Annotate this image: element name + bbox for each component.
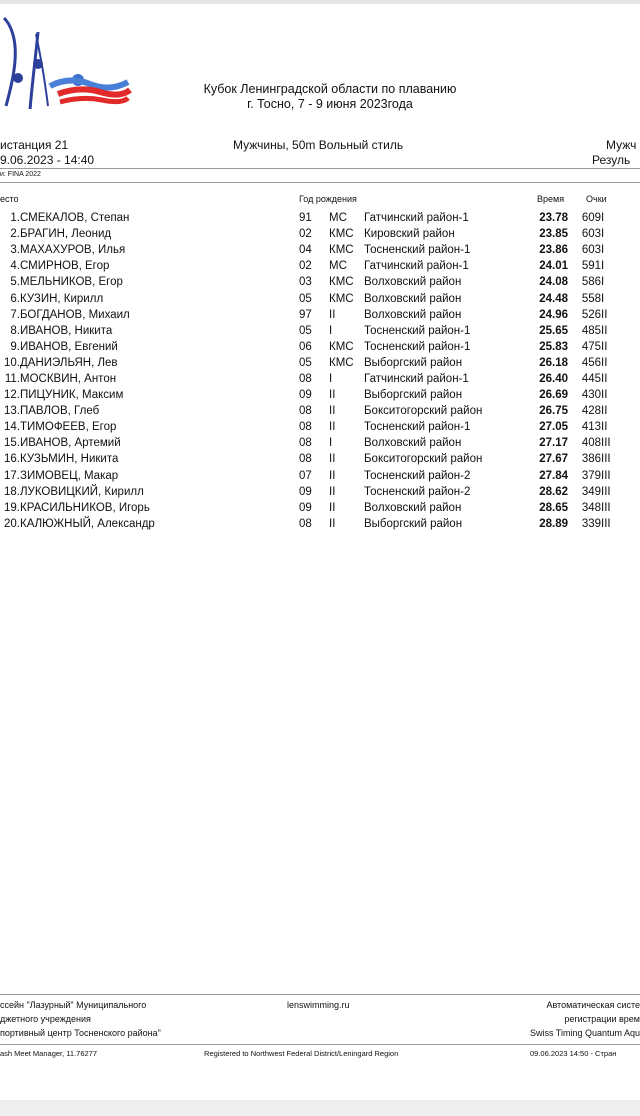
table-row	[0, 307, 640, 323]
venue-line-1: ссейн "Лазурный" Муниципального	[0, 1000, 147, 1010]
result-time: 27.84	[539, 469, 568, 482]
qualification-class: II	[601, 324, 608, 337]
result-time: 28.62	[539, 485, 568, 498]
athlete-name: ТИМОФЕЕВ, Егор	[20, 421, 117, 434]
qualification-class: I	[601, 276, 605, 289]
athlete-name: ЗИМОВЕЦ, Макар	[20, 469, 119, 482]
sport-rank: II	[329, 308, 336, 321]
club-name: Волховский район	[364, 501, 462, 514]
timing-line-3: Swiss Timing Quantum Aqu	[529, 1028, 640, 1038]
result-place: 16.	[4, 453, 20, 466]
birth-year: 08	[299, 453, 312, 466]
birth-year: 91	[299, 212, 312, 225]
qualification-class: II	[601, 421, 608, 434]
qualification-class: III	[601, 437, 611, 450]
birth-year: 05	[299, 356, 312, 369]
sport-rank: I	[329, 324, 333, 337]
result-place: 10.	[4, 356, 20, 369]
athlete-name: МОСКВИН, Антон	[20, 372, 117, 385]
result-place: 2.	[10, 228, 20, 241]
result-place: 9.	[10, 340, 20, 353]
birth-year: 08	[299, 421, 312, 434]
qualification-class: II	[601, 308, 608, 321]
result-place: 8.	[10, 324, 20, 337]
table-row	[0, 451, 640, 467]
result-time: 24.96	[539, 308, 568, 321]
club-name: Гатчинский район-1	[364, 372, 469, 385]
sport-rank: МС	[329, 260, 347, 273]
athlete-name: МЕЛЬНИКОВ, Егор	[20, 276, 123, 289]
result-place: 13.	[4, 405, 20, 418]
result-time: 23.86	[539, 244, 568, 257]
software-version: ash Meet Manager, 11.76277	[0, 1049, 98, 1058]
fina-points: 475	[581, 340, 601, 353]
result-place: 15.	[4, 437, 20, 450]
sport-rank: МС	[329, 212, 347, 225]
event-datetime: 9.06.2023 - 14:40	[0, 153, 95, 167]
result-time: 28.89	[539, 517, 568, 530]
page-edge-bottom	[0, 1100, 640, 1116]
qualification-class: III	[601, 517, 611, 530]
qualification-class: I	[601, 260, 605, 273]
result-place: 5.	[10, 276, 20, 289]
birth-year: 02	[299, 260, 312, 273]
sport-rank: II	[329, 485, 336, 498]
result-time: 24.48	[539, 292, 568, 305]
birth-year: 08	[299, 372, 312, 385]
fina-points: 339	[581, 517, 601, 530]
fina-points: 445	[581, 372, 601, 385]
venue-line-3: портивный центр Тосненского района"	[0, 1028, 161, 1038]
qualification-class: III	[601, 469, 611, 482]
sport-rank: II	[329, 517, 336, 530]
club-name: Бокситогорский район	[364, 405, 483, 418]
result-place: 3.	[10, 244, 20, 257]
registration-note: Registered to Northwest Federal District/Leningard Region	[204, 1049, 399, 1058]
qualification-class: I	[601, 244, 605, 257]
results-label: Резуль	[592, 153, 631, 167]
athlete-name: КАЛЮЖНЫЙ, Александр	[20, 517, 155, 530]
fina-points: 526	[581, 308, 601, 321]
birth-year: 07	[299, 469, 312, 482]
sport-rank: КМС	[329, 292, 354, 305]
sport-rank: КМС	[329, 276, 354, 289]
title-line-1: Кубок Ленинградской области по плаванию	[203, 82, 457, 96]
birth-year: 08	[299, 517, 312, 530]
col-place: есто	[0, 194, 19, 204]
sport-rank: II	[329, 405, 336, 418]
birth-year: 06	[299, 340, 312, 353]
event-name: Мужчины, 50m Вольный стиль	[233, 138, 404, 152]
fina-points: 379	[581, 469, 601, 482]
col-points: Очки	[586, 194, 607, 204]
birth-year: 09	[299, 501, 312, 514]
result-time: 28.65	[539, 501, 568, 514]
birth-year: 09	[299, 485, 312, 498]
footer-separator	[0, 994, 640, 995]
athlete-name: ЛУКОВИЦКИЙ, Кирилл	[20, 485, 144, 498]
footer-bottom-separator	[0, 1044, 640, 1045]
birth-year: 04	[299, 244, 312, 257]
footer-website[interactable]: lenswimming.ru	[287, 1000, 350, 1010]
qualification-class: II	[601, 389, 608, 402]
venue-line-2: джетного учреждения	[0, 1014, 91, 1024]
col-time: Время	[537, 194, 565, 204]
fina-points: 413	[581, 421, 601, 434]
title-line-2: г. Тосно, 7 - 9 июня 2023года	[247, 97, 413, 111]
competition-title	[190, 82, 470, 112]
qualification-class: II	[601, 372, 608, 385]
fina-points: 603	[581, 244, 601, 257]
result-place: 6.	[10, 292, 20, 305]
sport-rank: КМС	[329, 228, 354, 241]
footer-timing	[526, 998, 640, 1040]
qualification-class: II	[601, 356, 608, 369]
result-time: 25.83	[539, 340, 568, 353]
club-name: Выборгский район	[364, 517, 463, 530]
result-time: 26.69	[539, 389, 568, 402]
footer-venue	[0, 998, 161, 1040]
table-row	[0, 339, 640, 355]
points-note: и: FINA 2022	[0, 171, 41, 178]
club-name: Гатчинский район-1	[364, 212, 469, 225]
fina-points: 558	[581, 292, 601, 305]
fina-points: 386	[581, 453, 601, 466]
birth-year: 08	[299, 405, 312, 418]
col-year: Год рождения	[299, 194, 357, 204]
athlete-name: ДАНИЭЛЬЯН, Лев	[20, 356, 118, 369]
sport-rank: II	[329, 501, 336, 514]
club-name: Тосненский район-1	[364, 340, 471, 353]
fina-points: 603	[581, 228, 601, 241]
table-row	[0, 274, 640, 290]
qualification-class: I	[601, 212, 605, 225]
sport-rank: II	[329, 453, 336, 466]
athlete-name: ИВАНОВ, Евгений	[20, 340, 118, 353]
birth-year: 02	[299, 228, 312, 241]
fina-points: 456	[581, 356, 601, 369]
table-row	[0, 484, 640, 500]
result-time: 23.85	[539, 228, 568, 241]
fina-points: 485	[581, 324, 601, 337]
result-place: 14.	[4, 421, 20, 434]
club-name: Тосненский район-1	[364, 421, 471, 434]
qualification-class: III	[601, 485, 611, 498]
club-name: Тосненский район-2	[364, 469, 471, 482]
table-row	[0, 371, 640, 387]
result-time: 24.01	[539, 260, 568, 273]
table-row	[0, 210, 640, 226]
fina-points: 348	[581, 501, 601, 514]
athlete-name: МАХАХУРОВ, Илья	[20, 244, 126, 257]
athlete-name: КРАСИЛЬНИКОВ, Игорь	[20, 501, 150, 514]
club-name: Выборгский район	[364, 389, 463, 402]
table-row	[0, 500, 640, 516]
qualification-class: II	[601, 340, 608, 353]
athlete-name: ПАВЛОВ, Глеб	[20, 405, 100, 418]
result-place: 19.	[4, 501, 20, 514]
table-row	[0, 323, 640, 339]
sport-rank: КМС	[329, 340, 354, 353]
sport-rank: I	[329, 372, 333, 385]
athlete-name: КУЗЬМИН, Никита	[20, 453, 119, 466]
club-name: Тосненский район-2	[364, 485, 471, 498]
print-timestamp: 09.06.2023 14:50 - Стран	[530, 1049, 617, 1058]
result-place: 11.	[4, 372, 20, 385]
fina-points: 408	[581, 437, 601, 450]
qualification-class: III	[601, 453, 611, 466]
table-row	[0, 355, 640, 371]
birth-year: 08	[299, 437, 312, 450]
club-name: Волховский район	[364, 292, 462, 305]
table-row	[0, 387, 640, 403]
result-time: 27.17	[539, 437, 568, 450]
birth-year: 05	[299, 324, 312, 337]
result-place: 18.	[4, 485, 20, 498]
sport-rank: КМС	[329, 356, 354, 369]
table-row	[0, 290, 640, 306]
qualification-class: III	[601, 501, 611, 514]
sport-rank: КМС	[329, 244, 354, 257]
sport-rank: II	[329, 421, 336, 434]
qualification-class: II	[601, 405, 608, 418]
page-edge-top	[0, 0, 640, 4]
birth-year: 03	[299, 276, 312, 289]
result-place: 20.	[4, 517, 20, 530]
club-name: Тосненский район-1	[364, 324, 471, 337]
table-row	[0, 435, 640, 451]
fina-points: 430	[581, 389, 601, 402]
athlete-name: ИВАНОВ, Артемий	[20, 437, 121, 450]
birth-year: 09	[299, 389, 312, 402]
event-number: истанция 21	[0, 138, 69, 152]
athlete-name: СМИРНОВ, Егор	[20, 260, 110, 273]
result-place: 4.	[10, 260, 20, 273]
sport-rank: I	[329, 437, 333, 450]
results-table	[0, 210, 640, 532]
result-place: 17.	[4, 469, 20, 482]
results-body	[0, 210, 640, 532]
table-row	[0, 516, 640, 532]
athlete-name: БОГДАНОВ, Михаил	[20, 308, 130, 321]
club-name: Волховский район	[364, 276, 462, 289]
club-name: Гатчинский район-1	[364, 260, 469, 273]
sport-rank: II	[329, 469, 336, 482]
table-row	[0, 258, 640, 274]
club-name: Выборгский район	[364, 356, 463, 369]
result-time: 26.75	[539, 405, 568, 418]
athlete-name: СМЕКАЛОВ, Степан	[20, 212, 130, 225]
fina-points: 609	[581, 212, 601, 225]
athlete-name: БРАГИН, Леонид	[20, 228, 112, 241]
fina-points: 586	[581, 276, 601, 289]
event-gender: Мужч	[606, 138, 637, 152]
birth-year: 97	[299, 308, 312, 321]
result-time: 27.67	[539, 453, 568, 466]
competition-logo	[0, 14, 140, 109]
athlete-name: КУЗИН, Кирилл	[20, 292, 104, 305]
timing-line-1: Автоматическая систе	[546, 1000, 640, 1010]
qualification-class: I	[601, 292, 605, 305]
timing-line-2: регистрации врем	[564, 1014, 640, 1024]
fina-points: 428	[581, 405, 601, 418]
athlete-name: ПИЦУНИК, Максим	[20, 389, 124, 402]
qualification-class: I	[601, 228, 605, 241]
club-name: Волховский район	[364, 437, 462, 450]
table-row	[0, 468, 640, 484]
result-time: 23.78	[539, 212, 568, 225]
club-name: Кировский район	[364, 228, 455, 241]
club-name: Тосненский район-1	[364, 244, 471, 257]
fina-points: 591	[581, 260, 601, 273]
result-place: 7.	[10, 308, 20, 321]
sport-rank: II	[329, 389, 336, 402]
fina-points: 349	[581, 485, 601, 498]
result-place: 12.	[4, 389, 20, 402]
result-time: 24.08	[539, 276, 568, 289]
athlete-name: ИВАНОВ, Никита	[20, 324, 113, 337]
club-name: Волховский район	[364, 308, 462, 321]
result-time: 26.40	[539, 372, 568, 385]
table-row	[0, 419, 640, 435]
result-place: 1.	[10, 212, 20, 225]
result-time: 26.18	[539, 356, 568, 369]
table-row	[0, 403, 640, 419]
subheader-separator	[0, 182, 640, 183]
result-time: 25.65	[539, 324, 568, 337]
header-separator	[0, 168, 640, 169]
club-name: Бокситогорский район	[364, 453, 483, 466]
table-row	[0, 242, 640, 258]
birth-year: 05	[299, 292, 312, 305]
table-row	[0, 226, 640, 242]
result-time: 27.05	[539, 421, 568, 434]
